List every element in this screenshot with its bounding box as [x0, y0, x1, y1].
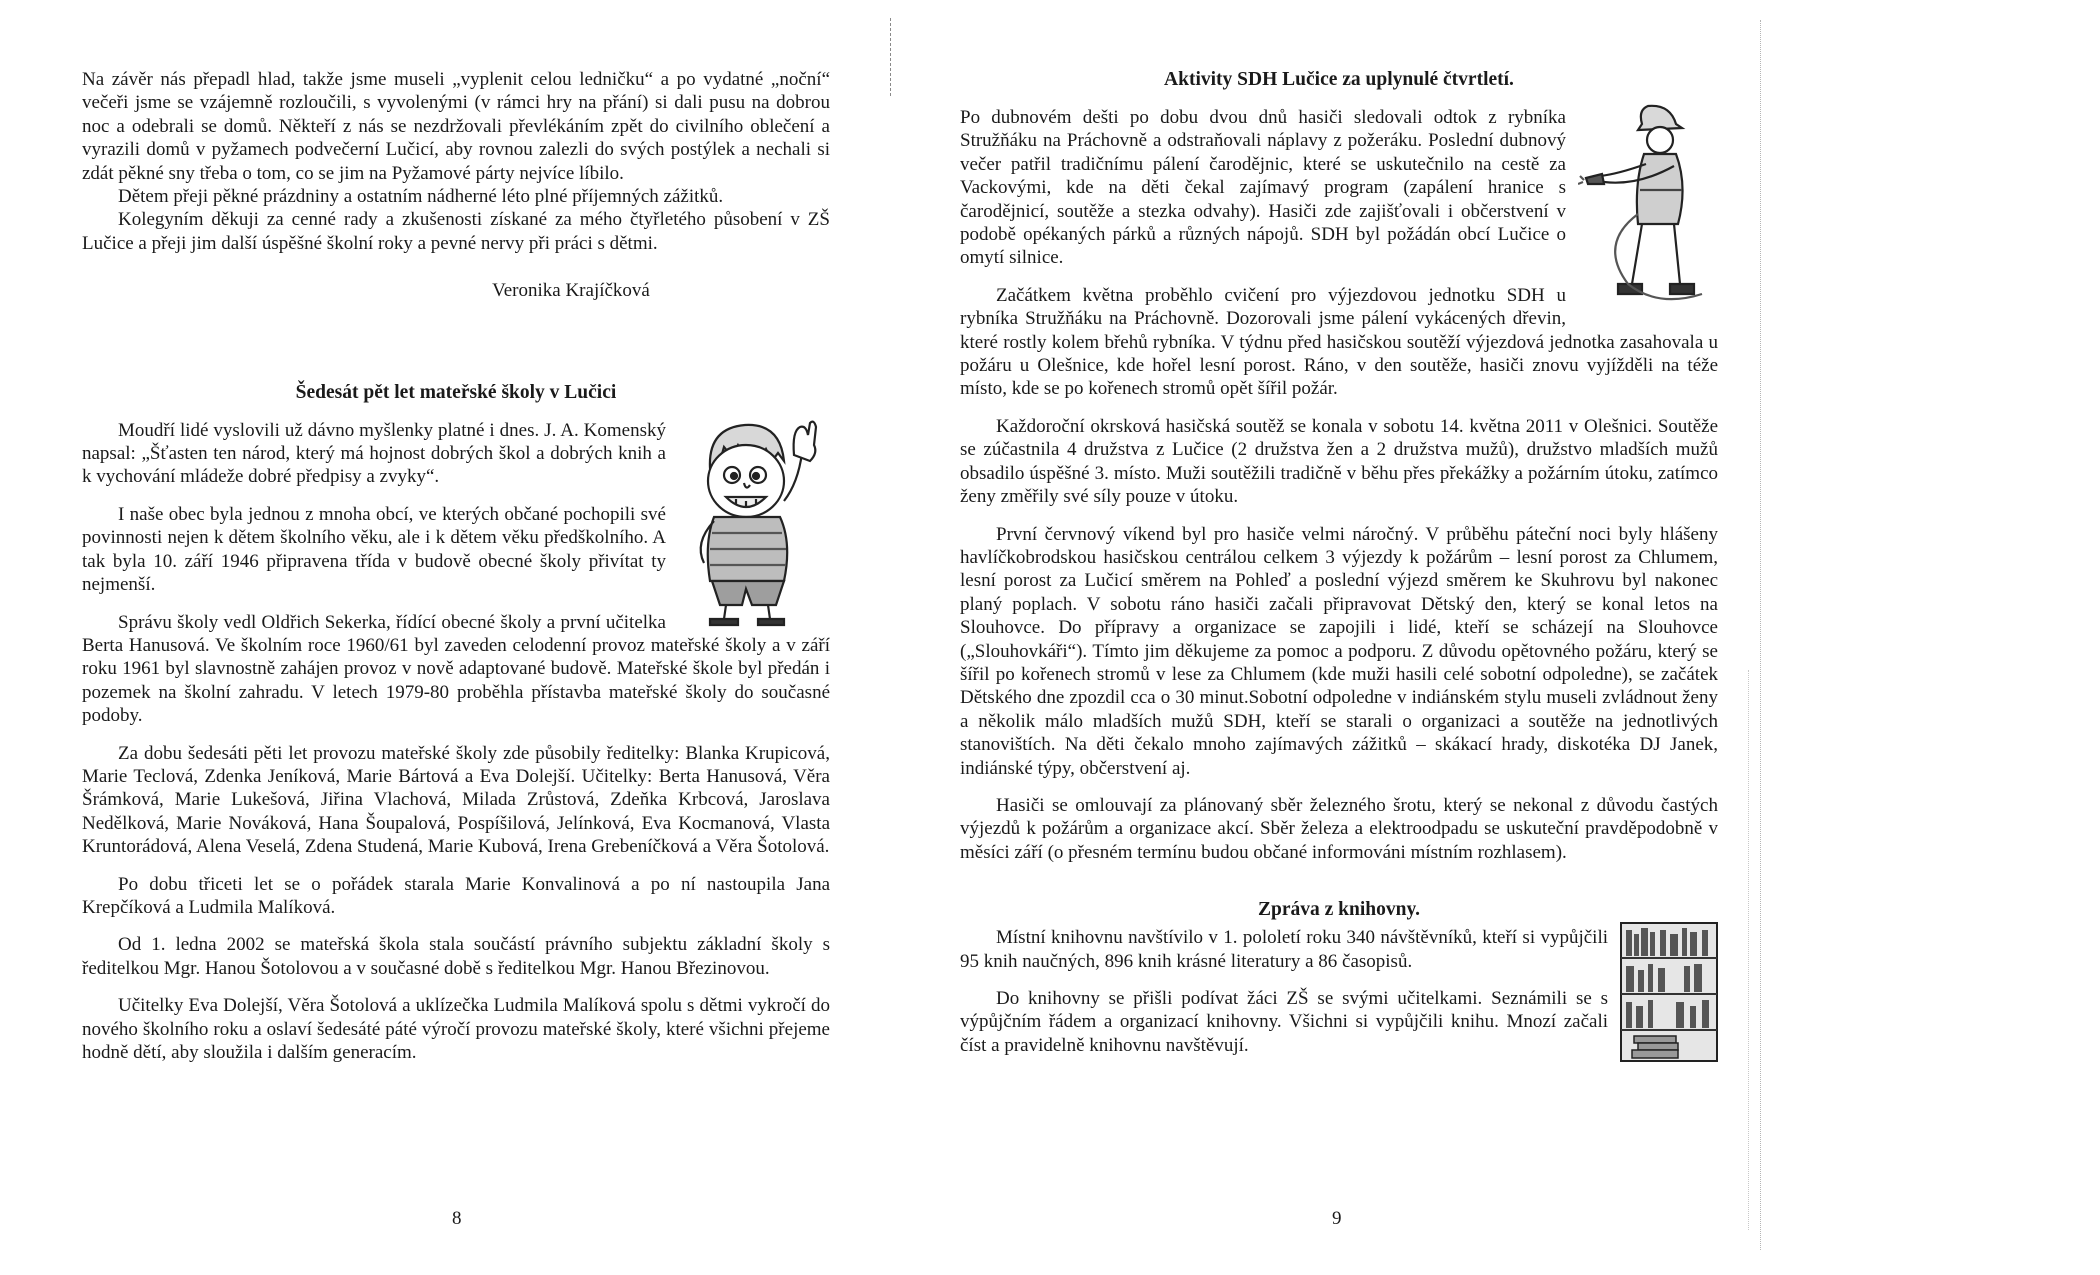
firefighter-icon: [1578, 94, 1718, 314]
left-column: [82, 68, 830, 1064]
paragraph-april-activities: Po dubnovém dešti po dobu dvou dnů hasiči sledovali odtok z rybníka Stružňáku na Práchovně a odstraňovali náplavy z požeráku. Poslední dubnový večer patřil tradičnímu pálení čarodějnic, které se uskutečnilo na cestě za Vackovými, kde na děti čekal zajímavý program (zapálení hranice s čarodějnicí, soutěže a stezka odvahy). Hasiči zde zajišťovali i občerstvení v podobě opékaných párků a různých nápojů. SDH byl požádán obcí Lučice o omytí silnice.: [960, 107, 1566, 269]
paragraph-school-administration: Správu školy vedl Oldřich Sekerka, řídící obecné školy a první učitelka Berta Hanusová. Ve školním roce 1960/61 byl zaveden celodenní provoz mateřské školy a v září roku 1961 byl slavnostně zahájen provoz v nově adaptované budově. Mateřské škole byl předán i pozemek na školní zahradu. V letech 1979-80 proběhla přístavba mateřské školy do současné podoby.: [82, 611, 830, 727]
paragraph-komensky: Moudří lidé vyslovili už dávno myšlenky platné i dnes. J. A. Komenský napsal: „Šťasten ten národ, který má hojnost dobrých škol a dobrých knih a k vychování mládeže dobré předpisy a zvyky“.: [82, 419, 666, 488]
library-illustration: [1620, 922, 1718, 1062]
article-title-library: Zpráva z knihovny.: [1257, 899, 1420, 921]
article-title-kindergarten: Šedesát pět let mateřské školy v Lučici: [295, 381, 617, 403]
paragraph-library-pupils: Do knihovny se přišli podívat žáci ZŠ se svými učitelkami. Seznámili se s výpůjčním řádem a organizací knihovny. Všichni si vypůjčili knihu. Mnozí začali číst a pravidelně knihovnu navštěvují.: [960, 988, 1608, 1056]
paragraph-may-exercise: Začátkem května proběhlo cvičení pro výjezdovou jednotku SDH u rybníka Stružňáku na Práchovně. Dozorovali jsme pálení vykácených dřevin, které rostly kolem břehů rybníka. V týdnu před hasičskou soutěží výjezdová jednotka zasahovala u požáru u Olešnice, kde hořel lesní porost. Ráno, v den soutěže, hasiči znovu vyjížděli na téže místo, kde se po kořenech stromů opět šířil požár.: [960, 284, 1718, 400]
paragraph-scrap-collection: Hasiči se omlouvají za plánovaný sběr železného šrotu, který se nekonal z důvodu častých výjezdů k požárům a organizace akcí. Sběr železa a elektroodpadu se uskuteční pravděpodobně v měsíci září (o přesném termínu budou občané informováni místním rozhlasem).: [960, 794, 1718, 863]
article-title-firefighters: Aktivity SDH Lučice za uplynulé čtvrtletí.: [1164, 69, 1514, 90]
paragraph-legal-entity: Od 1. ledna 2002 se mateřská škola stala součástí právního subjektu základní školy s ředitelkou Mgr. Hanou Šotolovou a v současné době s ředitelkou Mgr. Hanou Březinovou.: [82, 934, 830, 979]
right-column: [960, 68, 1718, 1066]
firefighter-illustration: [1578, 94, 1718, 314]
paragraph-village-history: I naše obec byla jednou z mnoha obcí, ve kterých občané pochopili své povinnosti nejen k dětem školního věku, ale i k dětem věku předškolního. A tak byla 10. září 1946 připravena třída v budově obecné školy přivítat ty nejmenší.: [82, 503, 666, 596]
waving-boy-icon: [680, 413, 830, 628]
boy-cartoon-illustration: [680, 413, 830, 628]
paragraph-june-weekend: První červnový víkend byl pro hasiče velmi náročný. V průběhu páteční noci byly hlášeny havlíčkobrodskou hasičskou centrálou celkem 3 výjezdy k požárům – lesní porost za Chlumem, lesní porost za Lučicí směrem na Pohleď a poslední výjezd směrem ke Skuhrovu byl nakonec planý poplach. V sobotu ráno hasiči začali připravovat Dětský den, který se konal letos na Slouhovce. Do přípravy a organizace se zapojili i lidé, kteří se scházejí na Slouhovce („Slouhovkáři“). Tímto jim děkujeme za pomoc a podporu. Z důvodu opětovného požáru, který se šířil po kořenech stromů v lese za Chlumem (kde muži hasili celé sobotní odpoledne), se začátek Dětského dne zpozdil cca o 30 minut.Sobotní odpoledne v indiánském stylu museli zvládnout ženy a několik málo mladších mužů SDH, kteří se starali o organizaci a soutěže na jednotlivých stanovištích. Na děti čekalo mnoho zajímavých zážitků – skákací hrady, diskotéka DJ Janek, indiánské týpy, občerstvení aj.: [960, 523, 1718, 779]
paragraph-holiday-wish: Dětem přeji pěkné prázdniny a ostatním nádherné léto plné příjemných zážitků.: [118, 186, 724, 208]
bookshelf-icon: [1620, 922, 1718, 1062]
author-signature: Veronika Krajíčková: [492, 280, 650, 302]
paragraph-thanks: Kolegyním děkuji za cenné rady a zkušenosti získané za mého čtyřletého působení v ZŠ Lučice a přeji jim další úspěšné školní roky a pevné nervy při práci s dětmi.: [82, 209, 830, 254]
paragraph-staff-list: Za dobu šedesáti pěti let provozu mateřské školy zde působily ředitelky: Blanka Krupicová, Marie Teclová, Zdenka Jeníková, Marie Bártová a Eva Dolejší. Učitelky: Berta Hanusová, Věra Šrámková, Marie Lukešová, Jiřina Vlachová, Milada Zrůstová, Zdeňka Krbcová, Jaroslava Nedělková, Marie Nováková, Hana Šoupalová, Pospíšilová, Jelínková, Eva Kocmanová, Vlasta Kruntorádová, Alena Veselá, Zdena Studená, Marie Kubová, Irena Grebeníčková a Věra Šotolová.: [82, 742, 830, 858]
paragraph-anniversary: Učitelky Eva Dolejší, Věra Šotolová a uklízečka Ludmila Malíková spolu s dětmi vykročí do nového školního roku a oslaví šedesáté páté výročí provozu mateřské školy, které všichni přejeme hodně dětí, aby sloužila i dalším generacím.: [82, 995, 830, 1063]
page-number-8: 8: [452, 1208, 462, 1229]
paragraph-party-end: Na závěr nás přepadl hlad, takže jsme museli „vyplenit celou ledničku“ a po vydatné „noční“ večeři jsme se vzájemně rozloučili, s vyvolenými (v rámci hry na přání) si dali pusu na dobrou noc a odebrali se domů. Někteří z nás se nezdržovali převlékáním zpět do civilního oblečení a vyrazili domů v pyžamech podvečerní Lučicí, aby rovnou zalezli do svých postýlek a nechali si zdát pěkné sny třeba o tom, co se jim na Pyžamové párty nejvíce líbilo.: [82, 69, 830, 184]
page-8: [0, 0, 890, 1275]
paragraph-competition: Každoroční okrsková hasičská soutěž se konala v sobotu 14. května 2011 v Olešnici. Soutěže se zúčastnila 4 družstva z Lučice (2 družstva žen a 2 družstva mužů), družstvo mladších mužů obsadilo úspěšné 3. místo. Muži soutěžili tradičně v běhu přes překážky a požárním útoku, zatímco ženy změřily své síly pouze v útoku.: [960, 415, 1718, 508]
page-9: [890, 0, 2100, 1275]
page-number-9: 9: [1332, 1208, 1342, 1229]
paragraph-cleaning-staff: Po dobu třiceti let se o pořádek starala Marie Konvalinová a po ní nastoupila Jana Krepčíková a Ludmila Malíková.: [82, 873, 830, 918]
paragraph-library-visitors: Místní knihovnu navštívilo v 1. pololetí roku 340 návštěvníků, kteří si vypůjčili 95 knih naučných, 896 knih krásné literatury a 86 časopisů.: [960, 927, 1608, 972]
